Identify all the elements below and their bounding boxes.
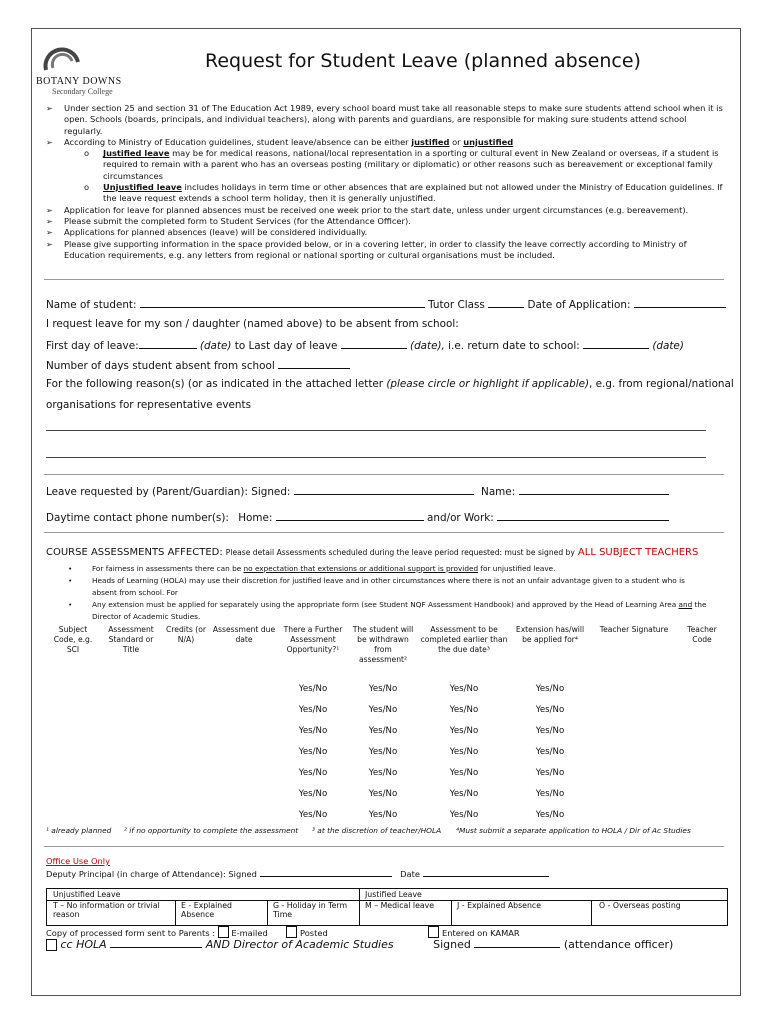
intro-bullet: ➢ Please give supporting information in the space provided below, or in a covering letter, in order to classify the leave correctly according to Ministry of Education requirements, e.g. any letters from regional or national sporting or cultural organisations must be included. [44,239,724,262]
intro-bullet: ➢ Application for leave for planned absences must be received one week prior to the start date, unless under urgent circumstances (e.g. bereavement). [44,205,724,216]
entry-cell[interactable] [678,804,726,825]
col-credits: Credits (or N/A) [166,625,206,644]
intro-bullet: ➢ Under section 25 and section 31 of The Education Act 1989, every school board must take all reasonable steps to make sure students attend school when it is open. Schools (boards, principals, and individual teachers), along with parents and guardians, are responsible for making sure students attend school regularly. [44,103,724,137]
assessment-row [46,678,726,699]
divider [44,532,724,533]
reason-line[interactable] [46,457,706,458]
cc-hola-checkbox[interactable] [46,939,57,951]
work-phone-field[interactable] [497,510,669,521]
days-absent-row: Number of days student absent from school [46,358,350,372]
code-o[interactable]: O - Overseas posting [599,901,681,910]
yes-no-cell[interactable]: Yes/No [368,767,398,778]
col-completed-earlier: Assessment to be completed earlier than the due date³ [420,625,508,654]
deputy-signature-field[interactable] [260,868,392,877]
reason-row: For the following reason(s) (or as indicated in the attached letter (please circle or highlight if applicable), e.g. from regional/national [46,378,734,390]
yes-no-cell[interactable]: Yes/No [449,809,479,820]
entry-cell[interactable] [46,783,100,804]
entry-cell[interactable] [46,804,100,825]
col-subject: Subject Code, e.g. SCI [53,625,93,654]
reason-line[interactable] [46,430,706,431]
entry-cell[interactable] [210,762,278,783]
unjustified-title: Unjustified Leave [53,890,121,899]
school-subtitle: Secondary College [52,87,113,96]
return-date-field[interactable] [583,338,649,349]
intro-sub-bullet: o Unjustified leave includes holidays in term time or other absences that are explained but not allowed under the Ministry of Education guidelines. If the leave request extends a school term holiday, then it is generally unjustified. [44,182,724,205]
code-m[interactable]: M – Medical leave [365,901,435,910]
intro-sub-bullet: o Justified leave may be for medical reasons, national/local representation in a sporting or cultural event in New Zealand or overseas, if a student is required to remain with a parent who has an overseas posting (military or diplomatic) or other reasons such as bereavement or exceptional family circumstances [44,148,724,182]
phone-row: Daytime contact phone number(s): Home: and/or Work: [46,510,669,524]
entry-cell[interactable] [210,741,278,762]
entry-cell[interactable] [100,741,162,762]
yes-no-cell[interactable]: Yes/No [368,704,398,715]
yes-no-cell[interactable]: Yes/No [298,746,328,757]
cc-row: cc HOLA AND Director of Academic Studies Signed (attendance officer) [46,938,673,951]
code-j[interactable]: J - Explained Absence [457,901,542,910]
entry-cell[interactable] [100,720,162,741]
code-t[interactable]: T – No information or trivial reason [53,901,160,919]
entry-cell[interactable] [100,762,162,783]
yes-no-cell[interactable]: Yes/No [535,788,565,799]
entry-cell[interactable] [162,720,210,741]
assessment-row [46,720,726,741]
yes-no-cell[interactable]: Yes/No [368,809,398,820]
assessment-note: • For fairness in assessments there can be no expectation that extensions or additional support is provided for unjustified leave. [92,563,712,575]
leave-dates-row: First day of leave: (date) to Last day of leave (date), i.e. return date to school: (date) [46,340,684,352]
assessment-row [46,762,726,783]
yes-no-cell[interactable]: Yes/No [368,788,398,799]
assessment-note: • Heads of Learning (HOLA) may use their discretion for justified leave and in other circumstances where there is not an unfair advantage given to a student who is absent from school. For [92,575,712,599]
entry-cell[interactable] [100,783,162,804]
deputy-row: Deputy Principal (in charge of Attendance): Signed Date [46,868,549,879]
yes-no-cell[interactable]: Yes/No [535,725,565,736]
copy-sent-row: Copy of processed form sent to Parents : E-mailed Posted Entered on KAMAR [46,928,520,938]
entry-cell[interactable] [210,783,278,804]
entry-cell[interactable] [162,783,210,804]
assessment-row [46,741,726,762]
student-name-field[interactable] [140,297,425,308]
entry-cell[interactable] [678,783,726,804]
guardian-name-field[interactable] [519,484,669,495]
deputy-date-field[interactable] [423,868,549,877]
intro-bullet: ➢ According to Ministry of Education guidelines, student leave/absence can be either justified or unjustified [44,137,724,148]
yes-no-cell[interactable]: Yes/No [449,788,479,799]
entry-cell[interactable] [210,720,278,741]
guardian-signature-field[interactable] [294,484,474,495]
divider [44,846,724,847]
entry-cell[interactable] [590,783,678,804]
entry-cell[interactable] [100,678,162,699]
posted-checkbox[interactable] [286,926,297,938]
col-standard: Assessment Standard or Title [108,625,154,654]
entry-cell[interactable] [162,741,210,762]
assessments-heading: COURSE ASSESSMENTS AFFECTED: Please detail Assessments scheduled during the leave period requested: must be signed by ALL SUBJECT TEACHERS [46,547,699,558]
col-teacher-code: Teacher Code [687,625,717,644]
application-date-field[interactable] [634,297,726,308]
entry-cell[interactable] [210,699,278,720]
yes-no-cell[interactable]: Yes/No [449,725,479,736]
kamar-checkbox[interactable] [428,926,439,938]
intro-bullet: ➢ Applications for planned absences (leave) will be considered individually. [44,227,724,238]
assessment-row [46,804,726,825]
entry-cell[interactable] [590,741,678,762]
entry-cell[interactable] [678,678,726,699]
home-phone-field[interactable] [276,510,424,521]
school-logo [36,44,126,96]
col-further-opportunity: There a Further Assessment Opportunity?¹ [283,625,343,654]
col-due-date: Assessment due date [212,625,276,644]
entry-cell[interactable] [100,699,162,720]
assessment-row [46,783,726,804]
entry-cell[interactable] [590,762,678,783]
entry-cell[interactable] [678,720,726,741]
entry-cell[interactable] [590,720,678,741]
yes-no-cell[interactable]: Yes/No [298,809,328,820]
yes-no-cell[interactable]: Yes/No [449,704,479,715]
entry-cell[interactable] [210,804,278,825]
office-title: Office Use Only [46,856,110,866]
student-name-row: Name of student: Tutor Class Date of Application: [46,297,726,311]
yes-no-cell[interactable]: Yes/No [368,746,398,757]
entry-cell[interactable] [590,678,678,699]
yes-no-cell[interactable]: Yes/No [535,704,565,715]
divider [44,474,724,475]
entry-cell[interactable] [678,699,726,720]
code-g[interactable]: G - Holiday in Term Time [273,901,348,919]
entry-cell[interactable] [46,741,100,762]
col-teacher-signature: Teacher Signature [599,625,669,634]
assessment-table [46,624,726,825]
assessment-row [46,699,726,720]
divider [44,279,724,280]
yes-no-cell[interactable]: Yes/No [298,725,328,736]
yes-no-cell[interactable]: Yes/No [535,767,565,778]
request-text: I request leave for my son / daughter (named above) to be absent from school: [46,318,459,330]
entry-cell[interactable] [162,678,210,699]
entry-cell[interactable] [46,720,100,741]
entry-cell[interactable] [162,762,210,783]
yes-no-cell[interactable]: Yes/No [535,746,565,757]
entry-cell[interactable] [100,804,162,825]
yes-no-cell[interactable]: Yes/No [449,746,479,757]
cc-hola-field[interactable] [110,938,202,948]
yes-no-cell[interactable]: Yes/No [535,809,565,820]
last-day-field[interactable] [341,338,407,349]
entry-cell[interactable] [162,699,210,720]
code-e[interactable]: E - Explained Absence [181,901,232,919]
yes-no-cell[interactable]: Yes/No [368,683,398,694]
entry-cell[interactable] [46,678,100,699]
entry-cell[interactable] [210,678,278,699]
entry-cell[interactable] [678,741,726,762]
first-day-field[interactable] [139,338,197,349]
entry-cell[interactable] [46,699,100,720]
yes-no-cell[interactable]: Yes/No [298,683,328,694]
justified-title: Justified Leave [365,890,422,899]
yes-no-cell[interactable]: Yes/No [298,767,328,778]
intro-notes [44,103,724,261]
col-withdrawn: The student will be withdrawn from assessment² [352,625,414,664]
entry-cell[interactable] [162,804,210,825]
entry-cell[interactable] [678,762,726,783]
assessment-rows [46,678,726,825]
emailed-checkbox[interactable] [218,926,229,938]
entry-cell[interactable] [590,699,678,720]
intro-bullet: ➢ Please submit the completed form to Student Services (for the Attendance Officer). [44,216,724,227]
days-absent-field[interactable] [278,358,350,369]
tutor-class-field[interactable] [488,297,524,308]
leave-codes-box [46,888,728,926]
attendance-signature-field[interactable] [474,938,560,948]
page-title: Request for Student Leave (planned absence) [205,50,641,72]
yes-no-cell[interactable]: Yes/No [368,725,398,736]
entry-cell[interactable] [46,762,100,783]
entry-cell[interactable] [590,804,678,825]
yes-no-cell[interactable]: Yes/No [298,788,328,799]
school-name: BOTANY DOWNS [36,76,122,87]
assessment-note: • Any extension must be applied for separately using the appropriate form (see Student NQF Assessment Handbook) and approved by the Head of Learning Area and the Director of Academic Studies. [92,599,712,623]
yes-no-cell[interactable]: Yes/No [535,683,565,694]
guardian-sign-row: Leave requested by (Parent/Guardian): Signed: Name: [46,484,669,498]
reason-row-2: organisations for representative events [46,399,251,411]
col-extension: Extension has/will be applied for⁴ [515,625,585,644]
logo-swirl-icon [42,44,84,74]
yes-no-cell[interactable]: Yes/No [298,704,328,715]
yes-no-cell[interactable]: Yes/No [449,767,479,778]
yes-no-cell[interactable]: Yes/No [449,683,479,694]
